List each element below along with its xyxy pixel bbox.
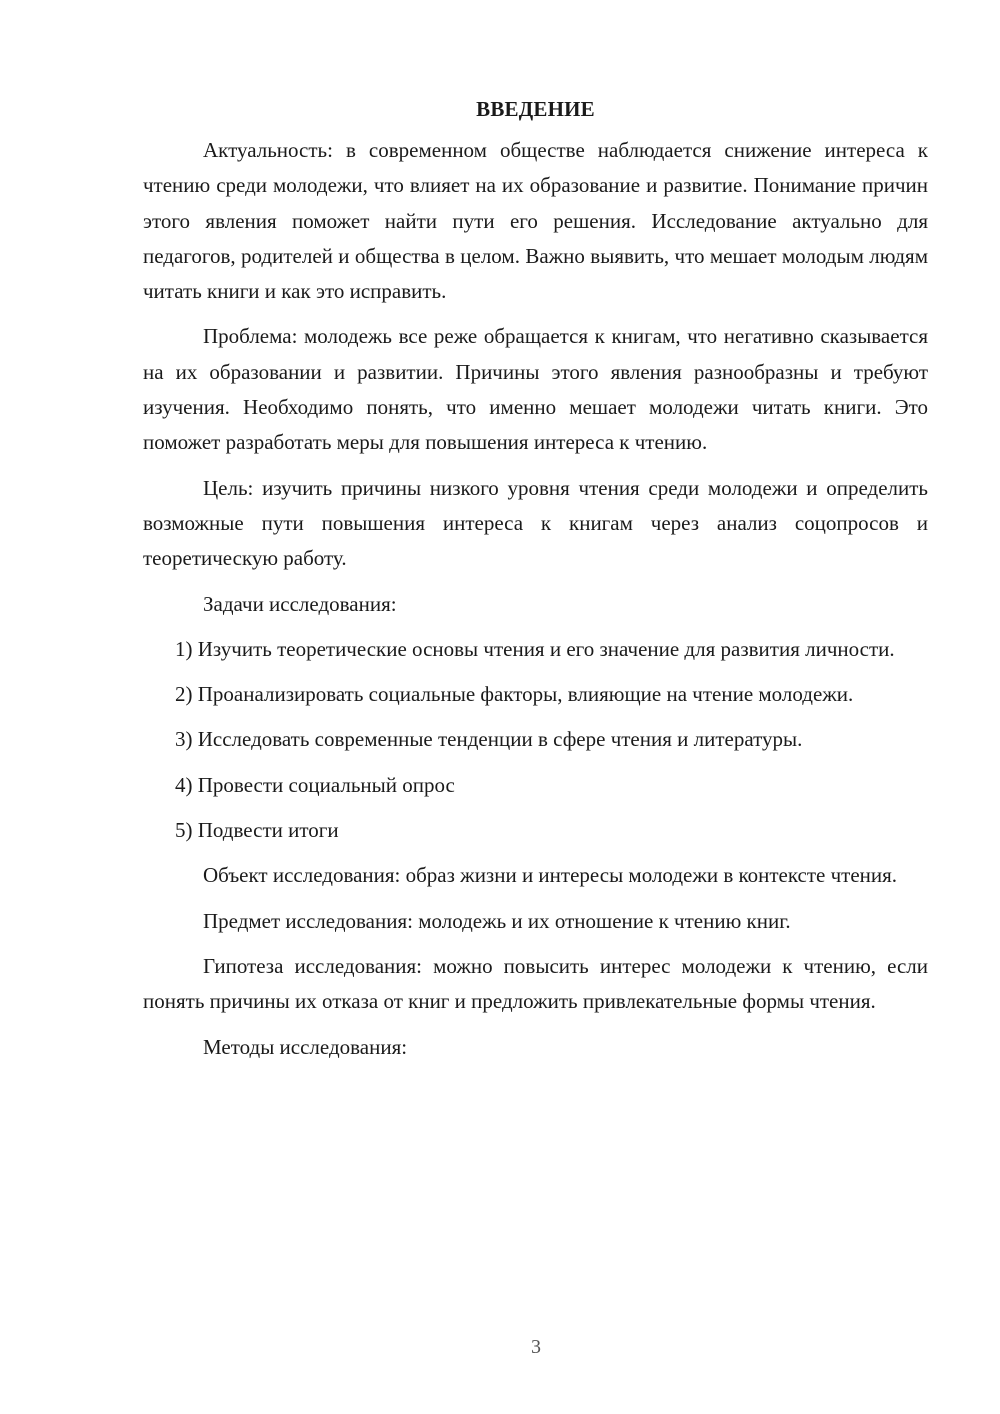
- task-item-3: 3) Исследовать современные тенденции в сфере чтения и литературы.: [175, 727, 803, 752]
- task-item-1: 1) Изучить теоретические основы чтения и его значение для развития личности.: [175, 636, 895, 661]
- task-item-5: 5) Подвести итоги: [175, 818, 339, 843]
- task-item-2: 2) Проанализировать социальные факторы, влияющие на чтение молодежи.: [175, 682, 854, 707]
- tasks-heading: Задачи исследования:: [203, 591, 397, 616]
- subject-paragraph: Предмет исследования: молодежь и их отношение к чтению книг.: [203, 908, 791, 933]
- object-paragraph: Объект исследования: образ жизни и интересы молодежи в контексте чтения.: [203, 863, 898, 888]
- page-content: [143, 92, 928, 1075]
- section-title: ВВЕДЕНИЕ: [476, 97, 595, 121]
- relevance-paragraph: Актуальность: в современном обществе наблюдается снижение интереса к чтению среди молодежи, что влияет на их образование и развитие. Понимание причин этого явления поможет найти пути его решения. Исследование актуально для педагогов, родителей и общества в целом. Важно выявить, что мешает молодым людям читать книги и как это исправить.: [143, 138, 928, 304]
- page-number: 3: [531, 1336, 541, 1358]
- task-item-4: 4) Провести социальный опрос: [175, 772, 455, 797]
- methods-heading: Методы исследования:: [203, 1034, 408, 1059]
- goal-paragraph: Цель: изучить причины низкого уровня чтения среди молодежи и определить возможные пути повышения интереса к книгам через анализ соцопросов и теоретическую работу.: [143, 475, 928, 571]
- hypothesis-paragraph: Гипотеза исследования: можно повысить интерес молодежи к чтению, если понять причины их отказа от книг и предложить привлекательные формы чтения.: [143, 953, 928, 1014]
- problem-paragraph: Проблема: молодежь все реже обращается к книгам, что негативно сказывается на их образовании и развитии. Причины этого явления разнообразны и требуют изучения. Необходимо понять, что именно мешает молодежи читать книги. Это поможет разработать меры для повышения интереса к чтению.: [143, 324, 928, 455]
